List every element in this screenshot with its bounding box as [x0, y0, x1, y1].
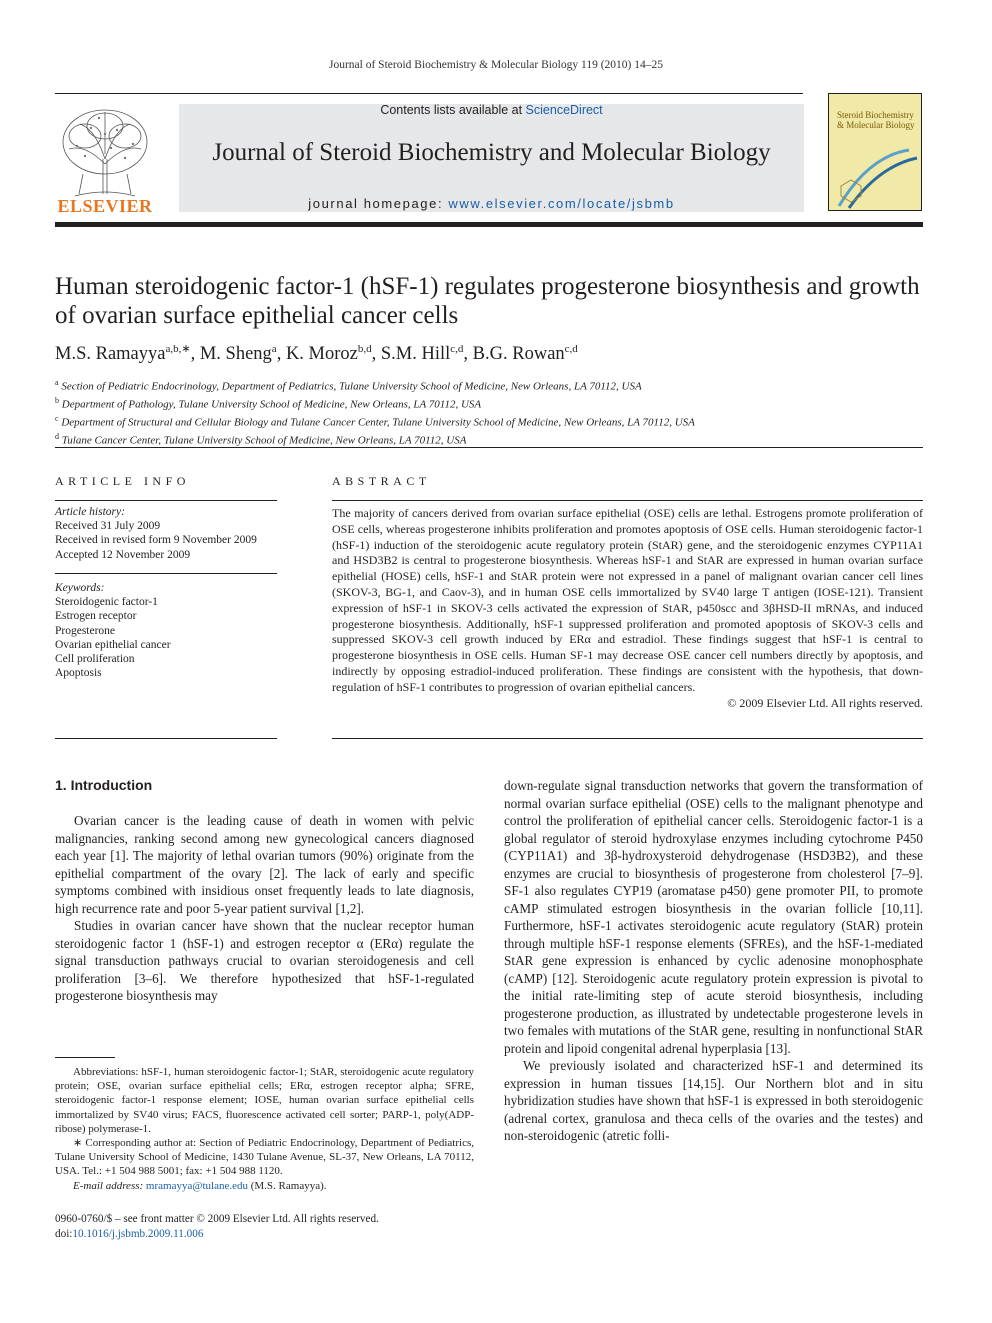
abstract-heading: ABSTRACT [332, 474, 431, 488]
author-name: M.S. Ramayya [55, 344, 166, 365]
affiliation: $^b$ Department of Pathology, Tulane University School of Medicine, New Orleans, LA 70112, USA [55, 396, 482, 411]
contents-prefix: Contents lists available at [380, 103, 526, 117]
accepted-date: Accepted 12 November 2009 [55, 548, 191, 561]
running-head: Journal of Steroid Biochemistry & Molecular Biology 119 (2010) 14–25 [329, 59, 663, 71]
keyword: Estrogen receptor [55, 610, 137, 623]
keyword: Cell proliferation [55, 653, 135, 666]
intro-paragraph: down-regulate signal transduction networks that govern the transformation of normal ovarian surface epithelial (OSE) cells to the malignant phenotype and control the proliferation of epithelial cancer cells. Steroidogenic factor-1 is a global regulator of steroid hydroxylase enzymes including cytochrome P450 (CYP11A1) and 3β-hydroxysteroid dehydrogenase (HSD3B2), and these enzymes are crucial to biosynthesis of progesterone from cholesterol [7–9]. SF-1 also regulates CYP19 (aromatase p450) gene promoter PII, to promote cAMP stimulated estrogen biosynthesis in the ovarian follicle [10,11]. Furthermore, hSF-1 activates steroidogenic acute regulatory (StAR) protein through multiple hSF-1 response elements (SFREs), and the hSF-1-mediated StAR gene expression is enhanced by cyclic adenosine monophosphate (cAMP) [12]. Steroidogenic acute regulatory protein expression is pivotal to the initial rate-limiting step of acute steroid biosynthesis, including progesterone production, as illustrated by undetectable progesterone levels in two females with mutations of the StAR gene, resulting in nonfunctional StAR protein and lipoid congenital adrenal hyperplasia [13]. [504, 778, 923, 1056]
author-list: M.S. Ramayya$^{a,b,∗}$, M. Sheng$^a$, K. Moroz$^{b,d}$, S.M. Hill$^{c,d}$, B.G. Rowan$^{c,d}$ [55, 343, 578, 365]
affiliation: $^a$ Section of Pediatric Endocrinology, Department of Pediatrics, Tulane University School of Medicine, New Orleans, LA 70112, USA [55, 378, 642, 393]
author-name: B.G. Rowan [472, 344, 565, 365]
keywords-rule [55, 573, 277, 574]
affiliation-list [55, 376, 695, 449]
affiliation: $^c$ Department of Structural and Cellular Biology and Tulane Cancer Center, Tulane University School of Medicine, New Orleans, LA 70112, USA [55, 414, 695, 429]
doi-line [55, 1227, 379, 1242]
issn-line: 0960-0760/$ – see front matter © 2009 Elsevier Ltd. All rights reserved. [55, 1213, 379, 1225]
author-affiliation-marks: c,d [564, 343, 578, 355]
author-affiliation-marks: a [271, 343, 277, 355]
homepage-prefix: journal homepage: [308, 196, 449, 211]
contents-line [179, 103, 804, 117]
keyword: Progesterone [55, 624, 116, 637]
right-column [504, 777, 923, 1145]
keyword: Ovarian epithelial cancer [55, 638, 171, 651]
keyword: Steroidogenic factor-1 [55, 596, 158, 609]
intro-paragraph: Studies in ovarian cancer have shown that the nuclear receptor human steroidogenic factor 1 (hSF-1) and estrogen receptor α (ERα) regulate the signal transduction pathways crucial to ovarian steroidogenesis and cell proliferation [3–6]. We therefore hypothesized that hSF-1-regulated progesterone biosynthesis may [55, 918, 474, 1003]
left-column [55, 812, 474, 1005]
email-footnote [55, 1179, 474, 1193]
email-label: E-mail address: [73, 1179, 146, 1192]
homepage-link[interactable]: www.elsevier.com/locate/jsbmb [448, 196, 675, 211]
dna-helix-icon [829, 146, 921, 210]
keyword: Apoptosis [55, 667, 102, 680]
email-link[interactable]: mramayya@tulane.edu [145, 1179, 248, 1192]
footnotes [55, 1065, 474, 1193]
revised-date: Received in revised form 9 November 2009 [55, 534, 257, 547]
article-history [55, 505, 277, 562]
abstract-bottom-rule [332, 738, 923, 739]
abstract-rule [332, 500, 923, 501]
front-matter-info [55, 1212, 379, 1241]
sciencedirect-link[interactable]: ScienceDirect [525, 103, 603, 117]
abstract-text: The majority of cancers derived from ovarian surface epithelial (OSE) cells are lethal. Estrogens promote proliferation of OSE cells, whereas progesterone inhibits proliferation and promotes apoptosis of OSE cells. Human steroidogenic factor-1 (hSF-1) induction of the steroidogenic acute regulatory protein (StAR) gene, and the steroidogenic enzymes CYP11A1 and HSD3B2 is central to progesterone biosynthesis. Whereas hSF-1 and StAR are expressed in human ovarian surface epithelial (HOSE) cells, hSF-1 and StAR protein were not expressed in a panel of malignant ovarian cancer cell lines (SKOV-3, BG-1, and Caov-3), and in human OSE cells immortalized by SV40 large T antigen (IOSE-121). Transient expression of hSF-1 in SKOV-3 cells activated the expression of StAR, p450scc and 3βHSD-II mRNAs, and induced progesterone biosynthesis. Additionally, hSF-1 suppressed proliferation and promoted apoptosis of SKOV-3 cells and suppressed SKOV-3 cell growth induced by ERα and estradiol. These findings suggest that hSF-1 is central to progesterone biosynthesis in OSE cells. Human SF-1 may decrease OSE cancer cell numbers directly by apoptosis, and indirectly by opposing estradiol-induced proliferation. These findings are consistent with the hypothesis, that down-regulation of hSF-1 contributes to progression of ovarian epithelial cancers. [332, 506, 923, 694]
masthead-top-rule [55, 93, 803, 94]
author-affiliation-marks: b,d [357, 343, 372, 355]
journal-cover-thumbnail [828, 93, 922, 211]
abbreviations-footnote: Abbreviations: hSF-1, human steroidogenic factor-1; StAR, steroidogenic acute regulatory protein; OSE, ovarian surface epithelial cells; ERα, estrogen receptor alpha; SFRE, steroidogenic factor-1 response element; IOSE, human ovarian surface epithelial cells immortalized by SV40 virus; FACS, fluorescence activated cell sorter; PARP-1, poly(ADP-ribose) polymerase-1. [55, 1066, 474, 1135]
header-divider [55, 447, 923, 448]
article-info-heading: ARTICLE INFO [55, 474, 190, 488]
abstract-body [332, 506, 923, 711]
author-name: S.M. Hill [380, 344, 451, 365]
keywords-label: Keywords: [55, 582, 105, 594]
received-date: Received 31 July 2009 [55, 520, 161, 533]
doi-link[interactable]: 10.1016/j.jsbmb.2009.11.006 [72, 1227, 204, 1240]
article-info-rule [55, 500, 277, 501]
masthead-thick-rule [55, 222, 923, 227]
copyright-line: © 2009 Elsevier Ltd. All rights reserved. [727, 695, 923, 710]
intro-paragraph: Ovarian cancer is the leading cause of death in women with pelvic malignancies, ranking second among new gynecological cancers diagnosed each year [1]. The majority of lethal ovarian tumors (90%) originate from the epithelial compartment of the ovary [2]. The lack of early and specific symptoms combined with insidious onset frequently leads to late diagnosis, high recurrence rate and poor 5-year patient survival [1,2]. [55, 813, 474, 916]
author-affiliation-marks: a,b,∗ [165, 343, 191, 355]
journal-title: Journal of Steroid Biochemistry and Molecular Biology [212, 139, 771, 166]
journal-homepage [179, 196, 804, 211]
footnote-rule [55, 1057, 115, 1058]
author-name: M. Sheng [199, 344, 272, 365]
email-suffix: (M.S. Ramayya). [247, 1179, 327, 1192]
intro-paragraph: We previously isolated and characterized hSF-1 and determined its expression in human tissues [14,15]. Our Northern blot and in situ hybridization studies have shown that hSF-1 is expressed in both steroidogenic (adrenal cortex, granulosa and theca cells of the ovaries and the testes) and non-steroidogenic (atretic folli- [504, 1058, 923, 1143]
author-name: K. Moroz [285, 344, 358, 365]
keywords-block [55, 581, 277, 680]
corresponding-author-footnote: ∗ Corresponding author at: Section of Pediatric Endocrinology, Department of Pediatrics, Tulane University School of Medicine, 1430 Tulane Avenue, SL-37, New Orleans, LA 70112, USA. Tel.: +1 504 988 5001; fax: +1 504 988 1120. [55, 1137, 474, 1178]
cover-title: Steroid Biochemistry & Molecular Biology [837, 110, 915, 130]
article-title: Human steroidogenic factor-1 (hSF-1) regulates progesterone biosynthesis and growth of ovarian surface epithelial cancer cells [55, 273, 920, 329]
doi-label: doi: [55, 1227, 73, 1240]
affiliation: $^d$ Tulane Cancer Center, Tulane University School of Medicine, New Orleans, LA 70112, USA [55, 432, 467, 448]
section-heading-introduction: 1. Introduction [55, 777, 153, 793]
article-info-bottom-rule [55, 738, 277, 739]
author-affiliation-marks: c,d [450, 343, 464, 355]
publisher-wordmark: ELSEVIER [57, 196, 153, 216]
history-label: Article history: [55, 506, 125, 518]
